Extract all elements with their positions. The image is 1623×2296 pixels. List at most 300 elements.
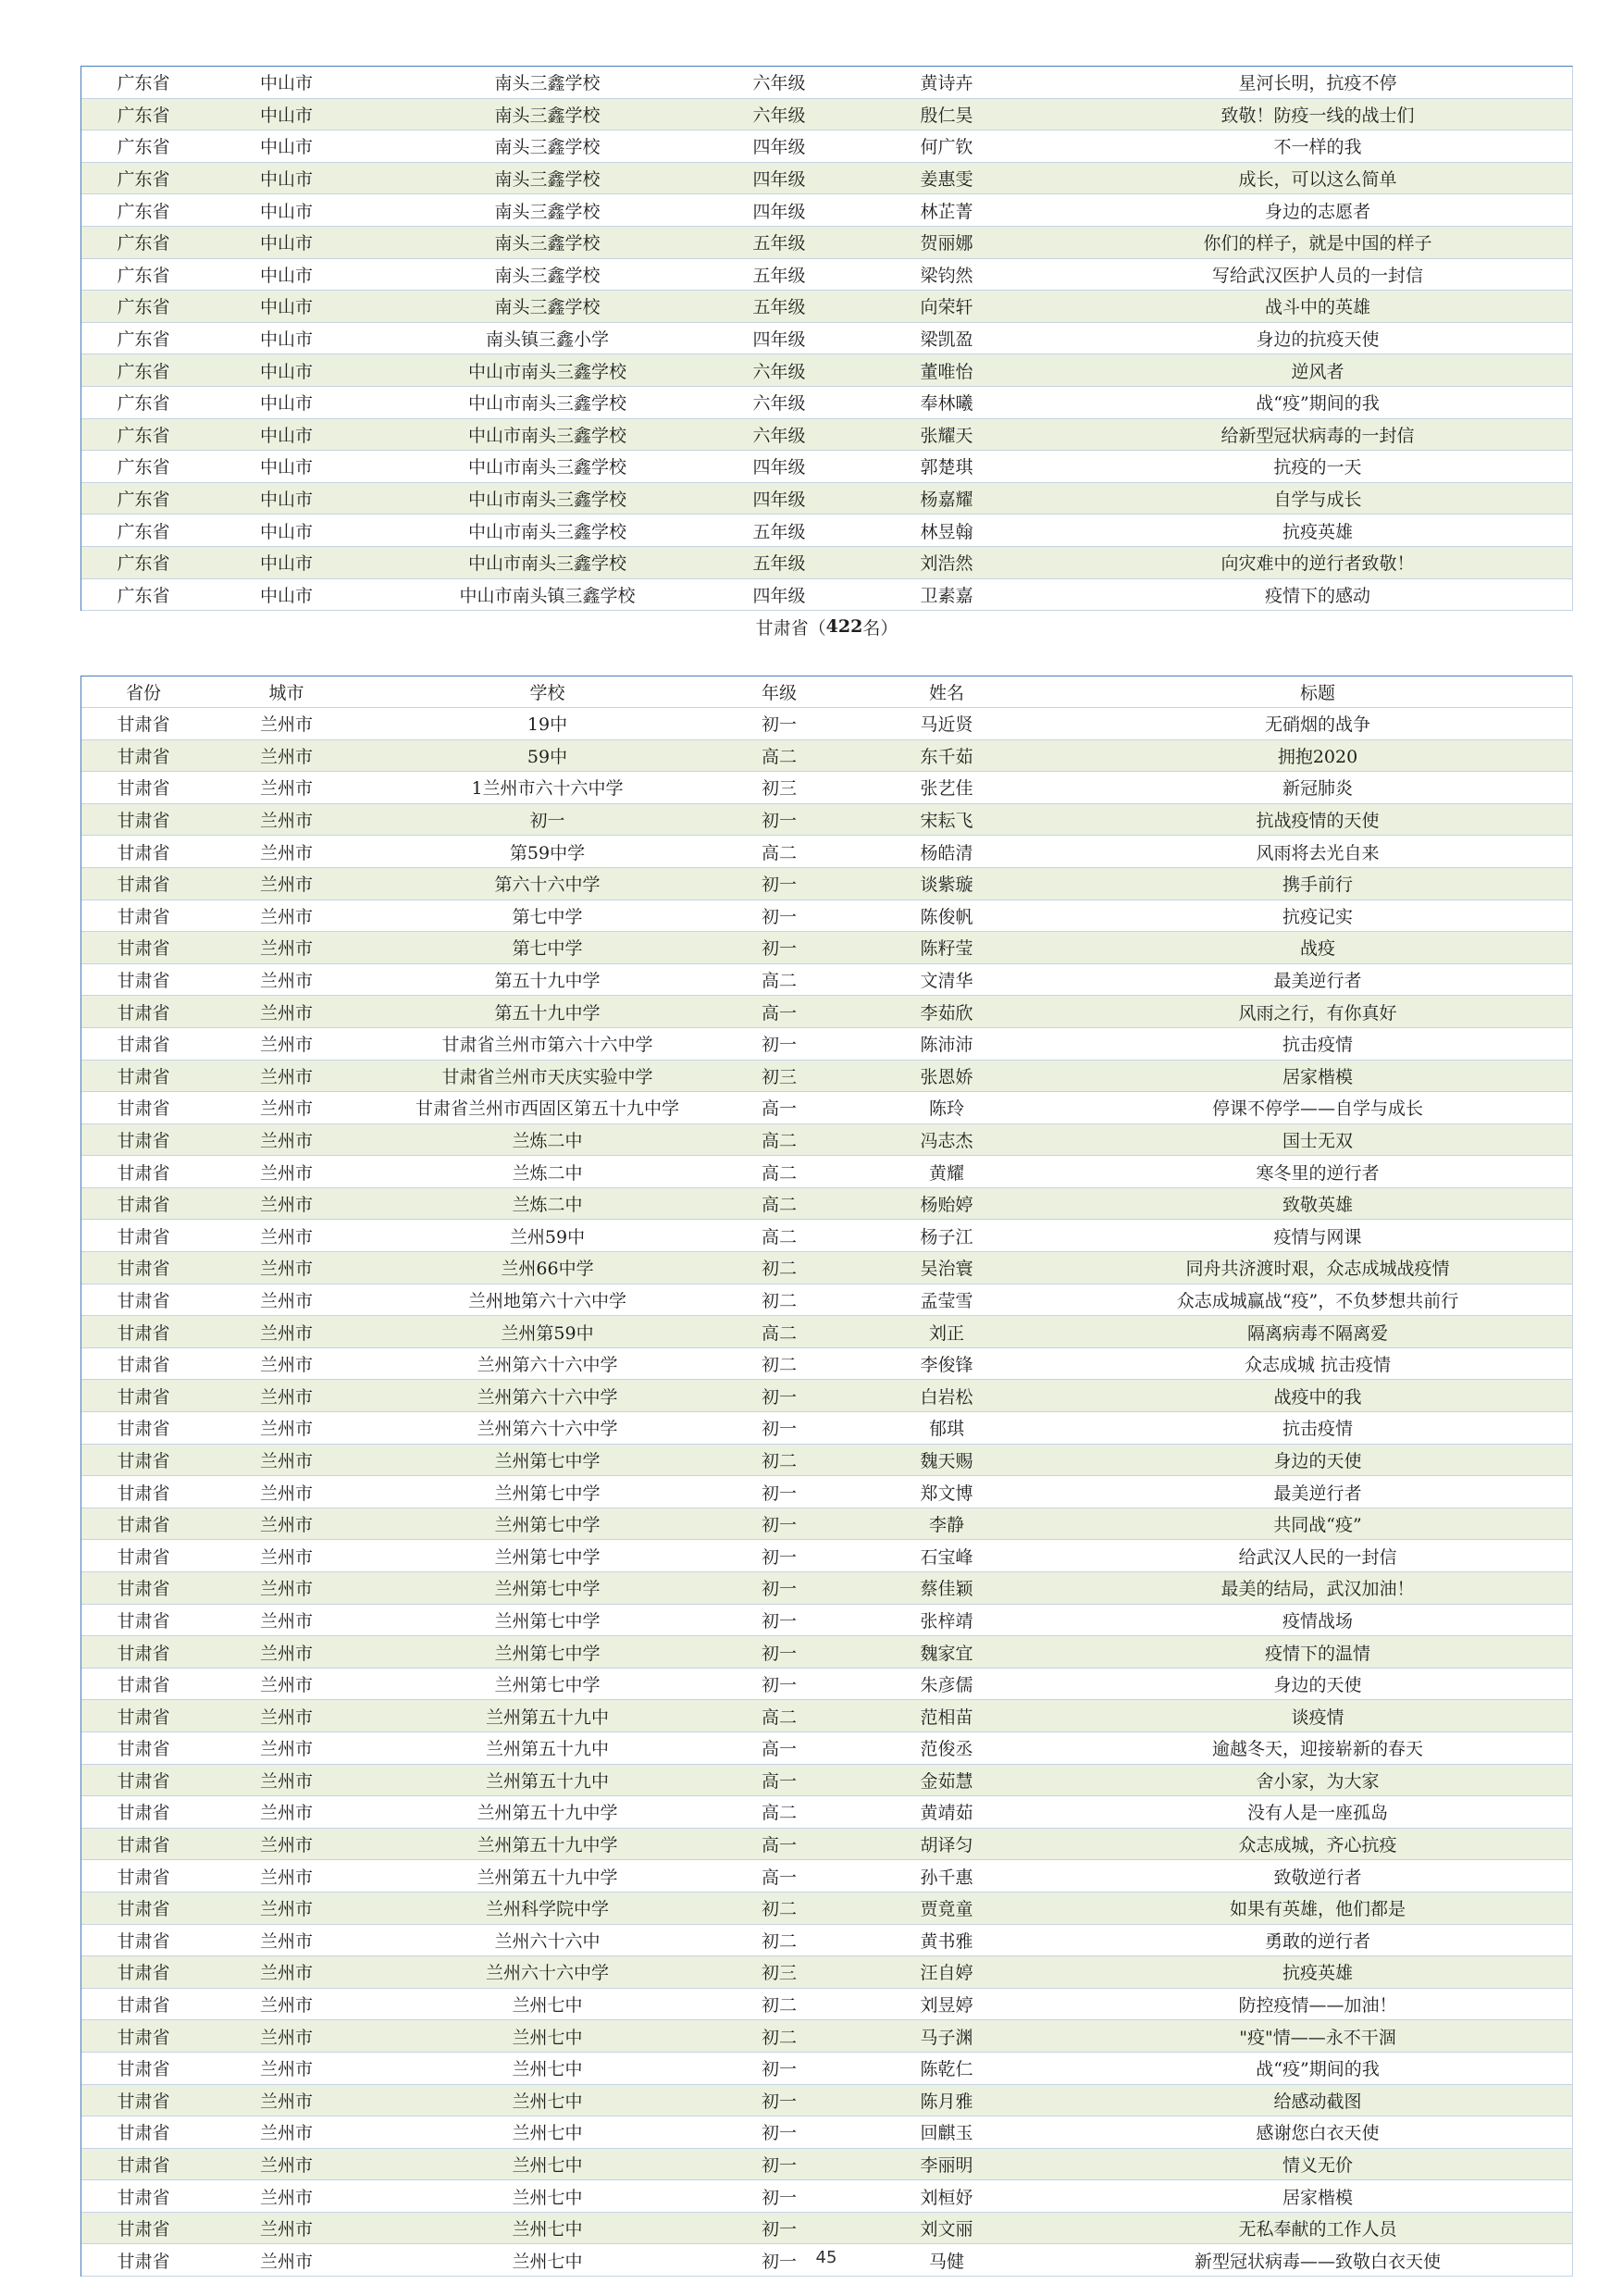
name-cell: 宋耘飞 [920,811,973,832]
table-row [81,1476,1572,1508]
title-cell: 致敬逆行者 [1273,1867,1362,1888]
table-row [81,354,1572,387]
title-cell: 没有人是一座孤岛 [1246,1803,1388,1824]
province-cell: 广东省 [117,169,170,191]
school-cell: 兰炼二中 [512,1195,583,1216]
school-cell: 兰州七中 [512,2187,583,2208]
name-cell: 回麒玉 [920,2123,973,2144]
table-row [81,1700,1572,1732]
province-cell: 甘肃省 [117,2155,170,2176]
title-cell: 勇敢的逆行者 [1264,1930,1370,1952]
name-cell: 杨嘉耀 [920,490,973,511]
province-cell: 甘肃省 [117,1675,170,1696]
title-cell: 抗击疫情 [1282,1419,1353,1440]
table-row [81,1508,1572,1541]
grade-cell: 高二 [761,1226,797,1247]
title-cell: 同舟共济渡时艰，众志成城战疫情 [1185,1259,1450,1280]
table-row [81,227,1572,259]
title-cell: 新冠肺炎 [1282,778,1353,800]
grade-cell: 高二 [761,1162,797,1184]
province-cell: 甘肃省 [117,875,170,896]
name-cell: 石宝峰 [920,1546,973,1568]
province-cell: 甘肃省 [117,1610,170,1632]
grade-cell: 初一 [761,1643,797,1664]
table-row [81,1092,1572,1124]
table-row [81,1829,1572,1861]
school-cell: 兰州六十六中学 [485,1963,609,1984]
province-cell: 甘肃省 [117,1739,170,1760]
city-cell: 兰州市 [259,1770,313,1792]
table-row [81,740,1572,773]
title-cell: 新型冠状病毒——致敬白衣天使 [1194,2251,1441,2272]
grade-cell: 高一 [761,1770,797,1792]
name-cell: 张恩娇 [920,1066,973,1087]
title-cell: 情义无价 [1282,2155,1353,2176]
school-cell: 兰炼二中 [512,1131,583,1151]
school-cell: 初一 [529,811,565,832]
name-cell: 冯志杰 [920,1131,973,1151]
province-cell: 甘肃省 [117,1002,170,1024]
grade-cell: 五年级 [752,553,806,575]
grade-cell: 初二 [761,1899,797,1920]
title-cell: 舍小家，为大家 [1256,1770,1380,1792]
province-cell: 甘肃省 [117,1355,170,1376]
school-cell: 南头三鑫学校 [494,201,601,222]
city-cell: 中山市 [259,490,313,511]
city-cell: 兰州市 [259,1322,313,1344]
name-cell: 陈俊帆 [920,906,973,927]
school-cell: 南头三鑫学校 [494,265,601,286]
name-cell: 马近贤 [920,714,973,736]
title-cell: 身边的抗疫天使 [1256,329,1380,351]
table-row [81,2149,1572,2181]
city-cell: 兰州市 [259,1706,313,1728]
title-cell: 风雨之行，有你真好 [1238,1002,1397,1024]
name-cell: 白岩松 [920,1386,973,1408]
name-cell: 贺丽娜 [920,233,973,254]
title-cell: 国士无双 [1282,1131,1353,1151]
title-cell: 防控疫情——加油！ [1238,1995,1397,2017]
city-cell: 兰州市 [259,1803,313,1824]
grade-cell: 初一 [761,2187,797,2208]
grade-cell: 初三 [761,1963,797,1984]
title-cell: 最美逆行者 [1273,971,1362,992]
table-row [81,99,1572,131]
table-row [81,1348,1572,1381]
name-cell: 陈月雅 [920,2091,973,2112]
name-cell: 吴治寰 [920,1259,973,1280]
name-cell: 李丽明 [920,2155,973,2176]
title-cell: 战疫中的我 [1273,1386,1362,1408]
school-cell: 兰州七中 [512,2155,583,2176]
province-cell: 甘肃省 [117,2187,170,2208]
grade-cell: 初一 [761,1515,797,1536]
table-row [81,1412,1572,1445]
city-cell: 中山市 [259,297,313,318]
school-cell: 兰州第七中学 [494,1483,601,1504]
grade-cell: 初一 [761,811,797,832]
province-cell: 甘肃省 [117,1770,170,1792]
title-cell: 携手前行 [1282,875,1353,896]
city-cell: 兰州市 [259,1131,313,1151]
city-cell: 兰州市 [259,842,313,863]
grade-cell: 四年级 [752,457,806,478]
title-cell: 身边的志愿者 [1264,201,1370,222]
province-cell: 甘肃省 [117,1131,170,1151]
title-cell: 共同战“疫” [1273,1515,1362,1536]
school-cell: 南头三鑫学校 [494,105,601,126]
school-cell: 1兰州市六十六中学 [471,778,624,800]
city-cell: 兰州市 [259,1963,313,1984]
city-cell: 兰州市 [259,1579,313,1600]
province-cell: 甘肃省 [117,714,170,736]
school-cell: 兰州第59中 [501,1322,594,1344]
province-cell: 甘肃省 [117,1483,170,1504]
table-row [81,772,1572,804]
name-cell: 郁琪 [928,1419,964,1440]
grade-cell: 高二 [761,1131,797,1151]
grade-cell: 六年级 [752,393,806,415]
name-cell: 李静 [928,1515,964,1536]
table-row [81,291,1572,323]
city-cell: 兰州市 [259,1098,313,1120]
name-cell: 陈乾仁 [920,2059,973,2080]
name-cell: 刘昱婷 [920,1995,973,2017]
table-row [81,67,1572,99]
grade-cell: 四年级 [752,169,806,191]
name-cell: 陈玲 [928,1098,964,1120]
title-cell: 最美逆行者 [1273,1483,1362,1504]
province-cell: 甘肃省 [117,971,170,992]
table-row [81,1188,1572,1221]
title-cell: 战“疫”期间的我 [1256,2059,1380,2080]
city-cell: 中山市 [259,233,313,254]
section-title-suffix: 名） [862,617,898,639]
table-row [81,1572,1572,1605]
school-cell: 中山市南头三鑫学校 [467,457,626,478]
city-cell: 中山市 [259,457,313,478]
table-row [81,259,1572,292]
city-cell: 兰州市 [259,1290,313,1311]
school-cell: 兰州第五十九中 [485,1706,609,1728]
province-cell: 甘肃省 [117,1899,170,1920]
grade-cell: 高二 [761,1195,797,1216]
city-cell: 中山市 [259,553,313,575]
province-cell: 广东省 [117,297,170,318]
table-row [81,1893,1572,1925]
province-cell: 广东省 [117,585,170,606]
city-cell: 兰州市 [259,1515,313,1536]
grade-cell: 初二 [761,1290,797,1311]
name-cell: 东千茹 [920,746,973,767]
grade-cell: 高二 [761,1706,797,1728]
province-cell: 甘肃省 [117,1259,170,1280]
title-cell: 抗击疫情 [1282,1035,1353,1056]
grade-cell: 六年级 [752,73,806,94]
school-cell: 59中 [527,746,568,767]
city-cell: 兰州市 [259,1739,313,1760]
title-cell: 自学与成长 [1273,490,1362,511]
province-cell: 甘肃省 [117,1546,170,1568]
province-cell: 甘肃省 [117,778,170,800]
table-row [81,1669,1572,1701]
grade-cell: 五年级 [752,233,806,254]
city-cell: 中山市 [259,137,313,158]
grade-cell: 高二 [761,842,797,863]
school-cell: 中山市南头三鑫学校 [467,553,626,575]
city-cell: 兰州市 [259,1675,313,1696]
school-cell: 兰州第七中学 [494,1643,601,1664]
province-cell: 甘肃省 [117,1226,170,1247]
table-row [81,1445,1572,1477]
province-cell: 甘肃省 [117,1322,170,1344]
school-cell: 第五十九中学 [494,971,601,992]
province-cell: 甘肃省 [117,1290,170,1311]
table-row [81,2180,1572,2213]
name-cell: 李茹欣 [920,1002,973,1024]
table-row [81,515,1572,547]
school-cell: 兰州第五十九中 [485,1739,609,1760]
grade-cell: 四年级 [752,201,806,222]
school-cell: 中山市南头三鑫学校 [467,425,626,446]
school-cell: 兰州第六十六中学 [477,1419,618,1440]
guangdong-table [81,66,1573,611]
province-cell: 甘肃省 [117,1867,170,1888]
name-cell: 朱彦儒 [920,1675,973,1696]
school-cell: 兰州第七中学 [494,1610,601,1632]
school-cell: 第59中学 [509,842,586,863]
name-cell: 汪自婷 [920,1963,973,1984]
name-cell: 杨子江 [920,1226,973,1247]
table-row [81,1124,1572,1157]
province-cell: 广东省 [117,201,170,222]
school-cell: 南头镇三鑫小学 [485,329,609,351]
grade-cell: 四年级 [752,329,806,351]
grade-cell: 初一 [761,1675,797,1696]
grade-cell: 六年级 [752,361,806,382]
school-cell: 中山市南头三鑫学校 [467,361,626,382]
province-cell: 甘肃省 [117,1419,170,1440]
title-cell: 疫情下的感动 [1264,585,1370,606]
city-cell: 兰州市 [259,1483,313,1504]
grade-cell: 初一 [761,938,797,960]
table-row [81,2213,1572,2245]
grade-cell: 四年级 [752,585,806,606]
table-row [81,1636,1572,1669]
school-cell: 中山市南头三鑫学校 [467,393,626,415]
grade-cell: 初二 [761,1995,797,2017]
grade-cell: 高一 [761,1739,797,1760]
title-cell: 给感动截图 [1273,2091,1362,2112]
table-row [81,194,1572,227]
header-school: 学校 [529,683,565,704]
table-row [81,451,1572,483]
grade-cell: 高二 [761,746,797,767]
grade-cell: 五年级 [752,265,806,286]
title-cell: 致敬英雄 [1282,1195,1353,1216]
title-cell: 不一样的我 [1273,137,1362,158]
province-cell: 甘肃省 [117,2251,170,2272]
name-cell: 范俊丞 [920,1739,973,1760]
name-cell: 殷仁昊 [920,105,973,126]
city-cell: 兰州市 [259,2155,313,2176]
title-cell: 居家楷模 [1282,1066,1353,1087]
title-cell: 无私奉献的工作人员 [1238,2219,1397,2240]
table-row [81,163,1572,195]
city-cell: 兰州市 [259,1546,313,1568]
school-cell: 南头三鑫学校 [494,73,601,94]
province-cell: 甘肃省 [117,842,170,863]
table-row [81,2020,1572,2053]
title-cell: 隔离病毒不隔离爱 [1246,1322,1388,1344]
school-cell: 兰州七中 [512,2219,583,2240]
table-row [81,1028,1572,1061]
province-cell: 广东省 [117,73,170,94]
name-cell: 卫素嘉 [920,585,973,606]
title-cell: 身边的天使 [1273,1675,1362,1696]
table-row [81,2085,1572,2117]
table-row [81,868,1572,900]
grade-cell: 高一 [761,1835,797,1856]
grade-cell: 高一 [761,1867,797,1888]
table-row [81,1380,1572,1412]
name-cell: 黄书雅 [920,1930,973,1952]
name-cell: 郑文博 [920,1483,973,1504]
city-cell: 中山市 [259,585,313,606]
city-cell: 兰州市 [259,2091,313,2112]
name-cell: 张梓靖 [920,1610,973,1632]
name-cell: 张艺佳 [920,778,973,800]
name-cell: 陈沛沛 [920,1035,973,1056]
grade-cell: 初一 [761,714,797,736]
table-row [81,2116,1572,2149]
grade-cell: 六年级 [752,105,806,126]
province-cell: 甘肃省 [117,746,170,767]
province-cell: 广东省 [117,329,170,351]
table-row [81,932,1572,964]
table-row [81,1316,1572,1348]
title-cell: 拥抱2020 [1277,746,1358,767]
title-cell: 给新型冠状病毒的一封信 [1220,425,1415,446]
city-cell: 中山市 [259,265,313,286]
grade-cell: 初二 [761,1259,797,1280]
gansu-table [81,676,1573,2277]
school-cell: 第五十九中学 [494,1002,601,1024]
name-cell: 孙千惠 [920,1867,973,1888]
table-row [81,1156,1572,1188]
city-cell: 兰州市 [259,1195,313,1216]
grade-cell: 初二 [761,1930,797,1952]
grade-cell: 初一 [761,2091,797,2112]
title-cell: "疫"情——永不干涸 [1239,2027,1396,2048]
school-cell: 兰州七中 [512,2251,583,2272]
city-cell: 兰州市 [259,1259,313,1280]
province-cell: 甘肃省 [117,1035,170,1056]
table-row [81,419,1572,452]
title-cell: 星河长明，抗疫不停 [1238,73,1397,94]
title-cell: 写给武汉医护人员的一封信 [1211,265,1423,286]
province-cell: 广东省 [117,425,170,446]
name-cell: 刘浩然 [920,553,973,575]
name-cell: 向荣轩 [920,297,973,318]
city-cell: 兰州市 [259,2059,313,2080]
title-cell: 寒冬里的逆行者 [1256,1162,1380,1184]
province-cell: 广东省 [117,457,170,478]
school-cell: 兰州七中 [512,2027,583,2048]
school-cell: 兰州第五十九中 [485,1770,609,1792]
name-cell: 谈紫璇 [920,875,973,896]
city-cell: 兰州市 [259,2123,313,2144]
table-row [81,323,1572,355]
city-cell: 兰州市 [259,778,313,800]
title-cell: 谈疫情 [1291,1706,1344,1728]
header-grade: 年级 [761,683,797,704]
grade-cell: 初一 [761,906,797,927]
table-row [81,996,1572,1028]
city-cell: 兰州市 [259,906,313,927]
province-cell: 广东省 [117,361,170,382]
grade-cell: 初一 [761,2155,797,2176]
province-cell: 甘肃省 [117,1066,170,1087]
city-cell: 中山市 [259,361,313,382]
school-cell: 甘肃省兰州市天庆实验中学 [441,1066,653,1087]
name-cell: 郭楚琪 [920,457,973,478]
gansu-section-title [81,610,1573,643]
school-cell: 兰州第五十九中学 [477,1867,618,1888]
province-cell: 甘肃省 [117,2059,170,2080]
school-cell: 兰州科学院中学 [485,1899,609,1920]
school-cell: 第六十六中学 [494,875,601,896]
city-cell: 兰州市 [259,1450,313,1471]
table-row [81,1252,1572,1285]
grade-cell: 六年级 [752,425,806,446]
school-cell: 兰州七中 [512,2123,583,2144]
province-cell: 广东省 [117,105,170,126]
grade-cell: 初一 [761,1610,797,1632]
city-cell: 兰州市 [259,875,313,896]
title-cell: 无硝烟的战争 [1264,714,1370,736]
school-cell: 兰州第五十九中学 [477,1803,618,1824]
table-row [81,1796,1572,1829]
city-cell: 兰州市 [259,746,313,767]
grade-cell: 初一 [761,875,797,896]
grade-cell: 初二 [761,1450,797,1471]
title-cell: 众志成城赢战“疫”，不负梦想共前行 [1176,1290,1459,1311]
school-cell: 兰州六十六中 [494,1930,601,1952]
title-cell: 停课不停学——自学与成长 [1211,1098,1423,1120]
header-title: 标题 [1299,683,1335,704]
name-cell: 杨贻婷 [920,1195,973,1216]
grade-cell: 初一 [761,2123,797,2144]
school-cell: 中山市南头镇三鑫学校 [459,585,636,606]
name-cell: 刘文丽 [920,2219,973,2240]
table-row [81,579,1572,612]
table-row [81,130,1572,163]
grade-cell: 初一 [761,2219,797,2240]
title-cell: 逆风者 [1291,361,1344,382]
table-row [81,1925,1572,1957]
city-cell: 兰州市 [259,1066,313,1087]
grade-cell: 初一 [761,2059,797,2080]
name-cell: 李俊锋 [920,1355,973,1376]
title-cell: 抗疫记实 [1282,906,1353,927]
title-cell: 众志成城，齐心抗疫 [1238,1835,1397,1856]
school-cell: 兰州地第六十六中学 [467,1290,626,1311]
city-cell: 中山市 [259,393,313,415]
name-cell: 文清华 [920,971,973,992]
city-cell: 兰州市 [259,1355,313,1376]
table-row [81,804,1572,837]
